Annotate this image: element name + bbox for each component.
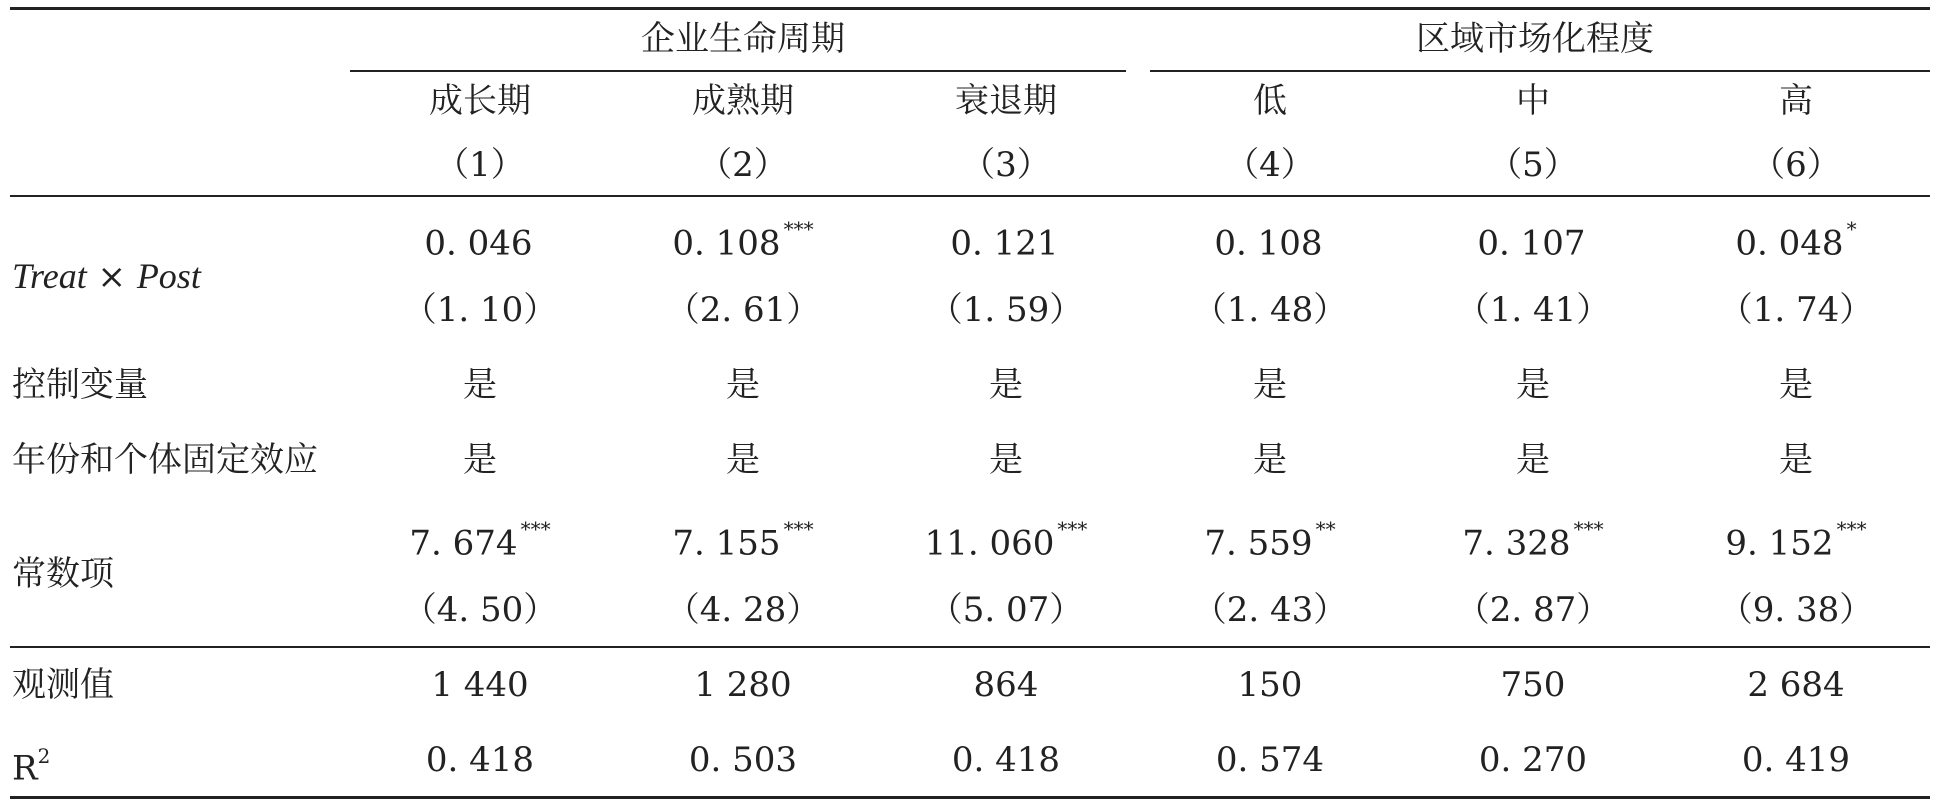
treat-label: Treat (12, 256, 87, 296)
coef-cell (1462, 515, 1603, 563)
coef-value: 0. 048 (1735, 223, 1844, 264)
coef-value: 0. 046 (424, 223, 533, 264)
coef-value: 7. 155 (672, 523, 781, 564)
coef-cell (1477, 215, 1588, 263)
coef-value: 7. 328 (1462, 523, 1571, 564)
row-label-fixed-effects: 年份和个体固定效应 (12, 440, 318, 480)
row-label-r-squared (12, 740, 50, 788)
coef-value: 0. 108 (672, 223, 781, 264)
column-header: 中 (1516, 81, 1550, 121)
fixed-effects-cell: 是 (1253, 440, 1287, 480)
r-label: R (12, 748, 38, 789)
group-header-marketization: 区域市场化程度 (1416, 19, 1654, 59)
body-rule (10, 646, 1930, 648)
coef-cell (950, 215, 1061, 263)
controls-cell: 是 (989, 365, 1023, 405)
r-squared-cell: 0. 418 (425, 740, 535, 780)
coef-cell (672, 215, 813, 263)
coef-cell (1204, 515, 1335, 563)
observations-cell: 1 440 (431, 665, 529, 705)
column-header: 衰退期 (955, 81, 1057, 121)
r-squared-cell: 0. 574 (1215, 740, 1325, 780)
coef-value: 9. 152 (1725, 523, 1834, 564)
r-squared-cell: 0. 419 (1741, 740, 1851, 780)
group-header-lifecycle: 企业生命周期 (641, 19, 845, 59)
times-symbol: × (86, 257, 137, 297)
r-squared-cell: 0. 418 (951, 740, 1061, 780)
controls-cell: 是 (1253, 365, 1287, 405)
coef-value: 0. 107 (1477, 223, 1586, 264)
post-label: Post (136, 256, 201, 296)
fixed-effects-cell: 是 (463, 440, 497, 480)
column-number: （2） (698, 145, 788, 185)
coef-cell (1214, 215, 1325, 263)
column-number: （1） (435, 145, 525, 185)
t-stat-cell: （2. 61） (665, 290, 821, 330)
t-stat-cell: （2. 43） (1192, 590, 1348, 630)
observations-cell: 750 (1500, 665, 1566, 705)
significance-stars: ** (1315, 517, 1336, 541)
significance-stars: *** (783, 517, 814, 541)
coef-cell (409, 515, 550, 563)
header-rule (10, 195, 1930, 197)
observations-cell: 150 (1237, 665, 1303, 705)
t-stat-cell: （2. 87） (1455, 590, 1611, 630)
column-header: 成熟期 (692, 81, 794, 121)
coef-cell (424, 215, 535, 263)
significance-stars: *** (1057, 517, 1088, 541)
significance-stars: *** (520, 517, 551, 541)
controls-cell: 是 (1516, 365, 1550, 405)
coef-cell (1735, 215, 1856, 263)
t-stat-cell: （1. 41） (1455, 290, 1611, 330)
row-label-treat-post (12, 256, 201, 297)
t-stat-cell: （4. 28） (665, 590, 821, 630)
significance-stars: *** (1836, 517, 1867, 541)
r-label-superscript: 2 (37, 744, 51, 768)
t-stat-cell: （1. 48） (1192, 290, 1348, 330)
t-stat-cell: （1. 10） (402, 290, 558, 330)
bottom-rule (10, 796, 1930, 799)
group-rule-marketization (1150, 70, 1930, 72)
coef-value: 0. 121 (950, 223, 1059, 264)
coef-cell (925, 515, 1088, 563)
coef-value: 7. 674 (409, 523, 518, 564)
coef-value: 7. 559 (1204, 523, 1313, 564)
significance-stars: *** (1573, 517, 1604, 541)
t-stat-cell: （4. 50） (402, 590, 558, 630)
observations-cell: 2 684 (1747, 665, 1845, 705)
controls-cell: 是 (726, 365, 760, 405)
row-label-constant: 常数项 (12, 554, 114, 594)
row-label-observations: 观测值 (12, 665, 114, 705)
t-stat-cell: （9. 38） (1718, 590, 1874, 630)
observations-cell: 1 280 (694, 665, 792, 705)
top-rule (10, 7, 1930, 10)
column-number: （5） (1488, 145, 1578, 185)
significance-stars: *** (783, 217, 814, 241)
r-squared-cell: 0. 503 (688, 740, 798, 780)
t-stat-cell: （1. 74） (1718, 290, 1874, 330)
fixed-effects-cell: 是 (1779, 440, 1813, 480)
r-squared-cell: 0. 270 (1478, 740, 1588, 780)
group-rule-lifecycle (350, 70, 1126, 72)
t-stat-cell: （5. 07） (928, 590, 1084, 630)
coef-cell (1725, 515, 1866, 563)
column-number: （6） (1751, 145, 1841, 185)
significance-stars: * (1846, 217, 1857, 241)
column-number: （3） (961, 145, 1051, 185)
fixed-effects-cell: 是 (726, 440, 760, 480)
column-number: （4） (1225, 145, 1315, 185)
coef-value: 0. 108 (1214, 223, 1323, 264)
fixed-effects-cell: 是 (1516, 440, 1550, 480)
coef-cell (672, 515, 813, 563)
column-header: 成长期 (429, 81, 531, 121)
column-header: 低 (1253, 81, 1287, 121)
controls-cell: 是 (463, 365, 497, 405)
column-header: 高 (1779, 81, 1813, 121)
controls-cell: 是 (1779, 365, 1813, 405)
t-stat-cell: （1. 59） (928, 290, 1084, 330)
fixed-effects-cell: 是 (989, 440, 1023, 480)
coef-value: 11. 060 (924, 523, 1055, 564)
row-label-controls: 控制变量 (12, 365, 148, 405)
observations-cell: 864 (973, 665, 1039, 705)
